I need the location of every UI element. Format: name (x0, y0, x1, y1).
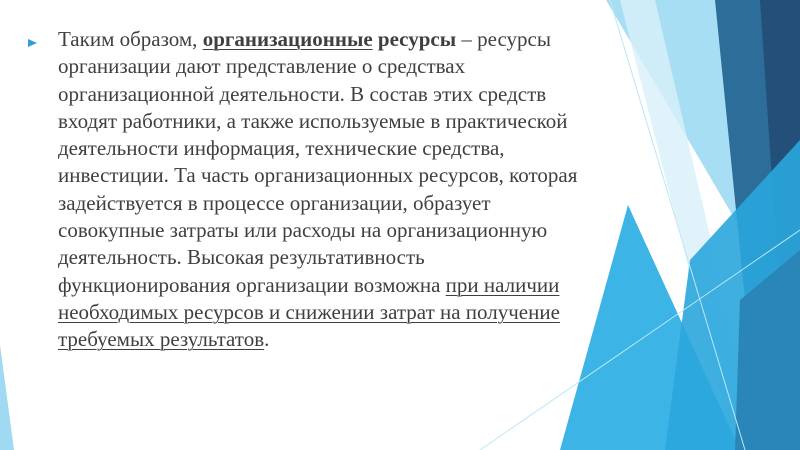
text-intro: Таким образом, (58, 27, 203, 51)
bullet-item (28, 26, 588, 354)
text-term-bold: ресурсы (372, 27, 457, 51)
left-edge-shape (0, 345, 14, 450)
text-end: . (264, 327, 270, 352)
text-conclusion-underlined: при наличии необходимых ресурсов и снижении затрат на получение требуемых результатов (58, 272, 560, 352)
bullet-arrow-icon (28, 39, 37, 47)
bullet-text (58, 26, 588, 354)
text-term-underlined: организационные (202, 27, 373, 51)
text-body: – ресурсы организации дают представление о средствах организационной деятельности. В состав этих средств входят работники, а также используемые в практической деятельности информация, технические средства, инвестиции. Та часть организационных ресурсов, которая задействуется в процессе организации, образует совокупные затраты или расходы на организационную деятельность. Высокая результативность функционирования организации возможна (58, 27, 578, 297)
slide-content (28, 26, 588, 354)
